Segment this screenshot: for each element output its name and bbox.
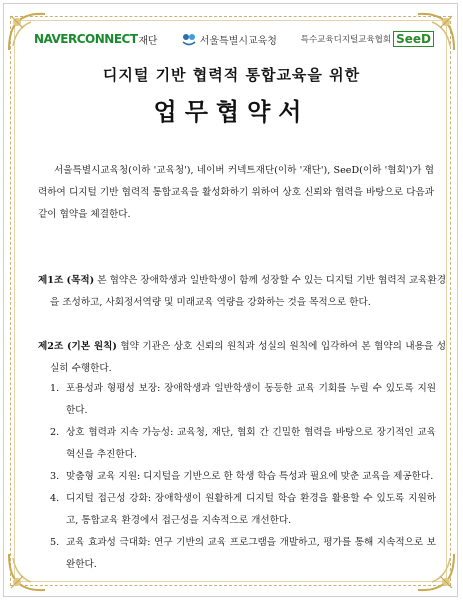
list-item: 4. 디지털 접근성 강화: 장애학생이 원활하게 디지털 학습 환경을 활용할 수 있도록 지원하고, 통합교육 환경에서 접근성을 지속적으로 개선한다. — [50, 493, 436, 526]
document-title: 업무협약서 — [153, 97, 310, 126]
seed-logo — [301, 31, 434, 47]
partner-logos — [34, 24, 434, 54]
naver-connect-logo — [34, 32, 157, 47]
document-subtitle: 디지털 기반 협력적 통합교육을 위한 — [102, 66, 361, 84]
corner-ornament-icon — [5, 550, 49, 594]
article-1-text: 본 협약은 장애학생과 일반학생이 함께 성장할 수 있는 디지털 기반 협력적 교육환경을 조성하고, 사회정서역량 및 미래교육 역량을 강화하는 것을 목적으로 한다. — [50, 275, 446, 308]
article-2-label: 제2조 (기본 원칙) — [38, 341, 117, 352]
seoul-emblem-icon — [181, 31, 197, 47]
connect-wordmark: CONNECT — [76, 32, 138, 46]
naver-wordmark: NAVER — [34, 32, 77, 46]
seoul-education-logo — [181, 31, 277, 47]
list-item: 5. 교육 효과성 극대화: 연구 기반의 교육 프로그램을 개발하고, 평가를 통해 지속적으로 보완한다. — [50, 537, 436, 570]
intro-paragraph: 서울특별시교육청(이하 '교육청'), 네이버 커넥트재단(이하 '재단'), SeeD(이하 '협회')가 협력하여 디지털 기반 협력적 통합교육을 활성화하기 위하여 상호 신뢰와 협력을 바탕으로 다음과 같이 협약을 체결한다. — [38, 165, 434, 220]
seoul-office-name: 서울특별시교육청 — [199, 35, 277, 47]
article-1-label: 제1조 (목적) — [38, 275, 95, 286]
principles-list — [50, 378, 436, 576]
seed-org-name: 특수교육디지털교육협회 — [300, 35, 392, 45]
article-2-text: 협약 기관은 상호 신뢰의 원칙과 성실의 원칙에 입각하여 본 협약의 내용을 성실히 수행한다. — [50, 341, 446, 374]
list-item: 2. 상호 협력과 지속 가능성: 교육청, 재단, 협회 간 긴밀한 협력을 바탕으로 장기적인 교육혁신을 추진한다. — [50, 427, 436, 460]
seed-mark: SeeD — [393, 31, 434, 47]
list-item: 3. 맞춤형 교육 지원: 디지털을 기반으로 한 학생 학습 특성과 필요에 맞춘 교육을 제공한다. — [50, 471, 434, 482]
naver-suffix: 재단 — [138, 35, 157, 47]
article-2 — [38, 336, 446, 380]
article-1 — [38, 270, 446, 314]
list-item: 1. 포용성과 형평성 보장: 장애학생과 일반학생이 동등한 교육 기회를 누릴 수 있도록 지원한다. — [50, 383, 436, 416]
